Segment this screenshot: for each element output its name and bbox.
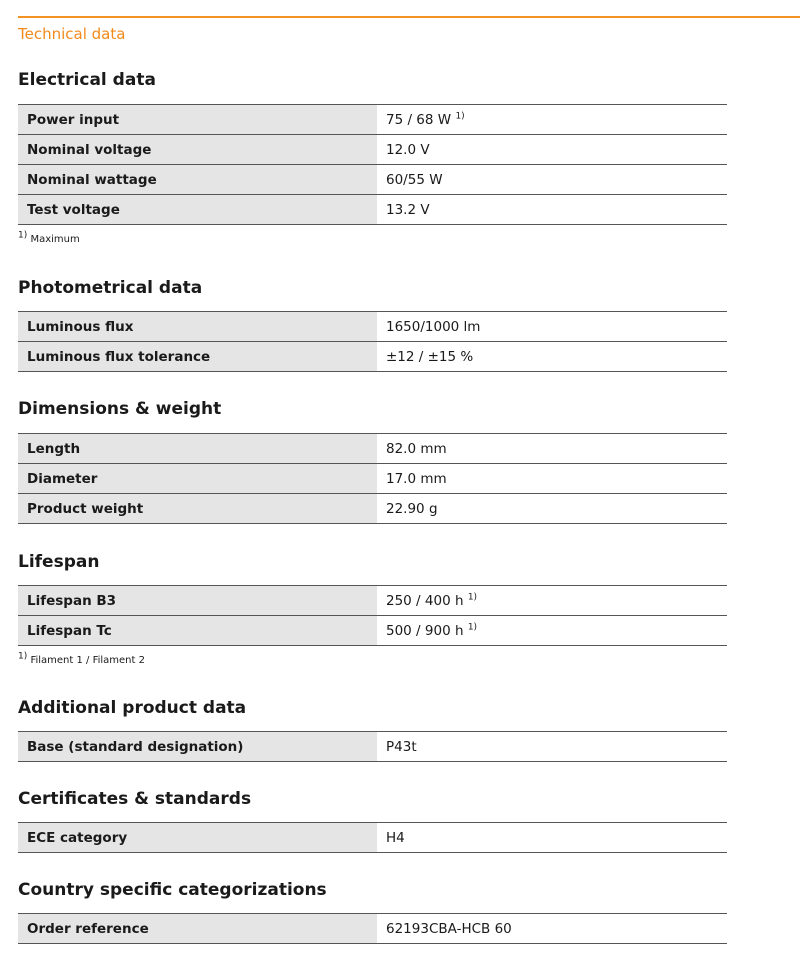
table-row [18, 342, 727, 372]
section-heading: Country specific categorizations [18, 880, 327, 900]
top-accent-rule [18, 16, 800, 18]
footnote-ref: 1) [467, 622, 478, 632]
row-label: Order reference [18, 914, 377, 944]
section-photometrical-data [18, 277, 727, 372]
table-row [18, 195, 727, 225]
row-value: 17.0 mm [377, 464, 727, 494]
row-value: P43t [377, 732, 727, 762]
footnote-text: Maximum [30, 234, 80, 245]
table-row [18, 434, 727, 464]
table-row [18, 732, 727, 762]
row-label: Base (standard designation) [18, 732, 377, 762]
spec-table [18, 822, 727, 853]
row-label: Nominal wattage [18, 165, 377, 195]
footnote-ref: 1) [455, 111, 465, 121]
row-value: 13.2 V [377, 195, 727, 225]
table-row [18, 494, 727, 524]
row-label: Product weight [18, 494, 377, 524]
value-text: 500 / 900 h [386, 622, 464, 639]
footnote-mark: 1) [18, 651, 28, 662]
spec-table [18, 433, 727, 524]
section-additional-product-data [18, 697, 727, 762]
table-row [18, 312, 727, 342]
row-value [377, 616, 727, 646]
spec-table [18, 731, 727, 762]
row-label: ECE category [18, 823, 377, 853]
row-value: H4 [377, 823, 727, 853]
row-label: Lifespan Tc [18, 616, 377, 646]
row-label: Lifespan B3 [18, 586, 377, 616]
row-value: 82.0 mm [377, 434, 727, 464]
section-heading: Dimensions & weight [18, 399, 222, 419]
footnote-text: Filament 1 / Filament 2 [30, 655, 145, 666]
row-label: Luminous flux [18, 312, 377, 342]
footnote [18, 230, 727, 245]
table-row [18, 464, 727, 494]
spec-table [18, 913, 727, 944]
section-heading: Certificates & standards [18, 789, 252, 809]
section-heading: Lifespan [18, 552, 100, 572]
table-row [18, 165, 727, 195]
section-dimensions-weight [18, 398, 727, 524]
page-title: Technical data [18, 25, 126, 43]
table-row [18, 135, 727, 165]
footnote-mark: 1) [18, 230, 28, 241]
row-label: Power input [18, 105, 377, 135]
table-row [18, 586, 727, 616]
footnote [18, 651, 727, 666]
row-label: Test voltage [18, 195, 377, 225]
row-value: 22.90 g [377, 494, 727, 524]
section-heading: Photometrical data [18, 278, 203, 298]
table-row [18, 823, 727, 853]
spec-table [18, 104, 727, 225]
footnote-ref: 1) [467, 592, 478, 602]
section-country-specific-categorizations [18, 879, 727, 944]
row-label: Diameter [18, 464, 377, 494]
table-row [18, 105, 727, 135]
row-value [377, 586, 727, 616]
spec-table [18, 585, 727, 646]
value-text: 75 / 68 W [386, 111, 452, 128]
row-value: 12.0 V [377, 135, 727, 165]
row-label: Luminous flux tolerance [18, 342, 377, 372]
row-value: ±12 / ±15 % [377, 342, 727, 372]
section-certificates-standards [18, 788, 727, 853]
row-label: Nominal voltage [18, 135, 377, 165]
row-label: Length [18, 434, 377, 464]
row-value [377, 105, 727, 135]
row-value: 60/55 W [377, 165, 727, 195]
value-text: 250 / 400 h [386, 592, 464, 609]
section-heading: Electrical data [18, 70, 156, 90]
table-row [18, 616, 727, 646]
spec-table [18, 311, 727, 372]
row-value: 62193CBA-HCB 60 [377, 914, 727, 944]
row-value: 1650/1000 lm [377, 312, 727, 342]
section-heading: Additional product data [18, 698, 247, 718]
section-lifespan [18, 551, 727, 666]
table-row [18, 914, 727, 944]
section-electrical-data [18, 69, 727, 245]
